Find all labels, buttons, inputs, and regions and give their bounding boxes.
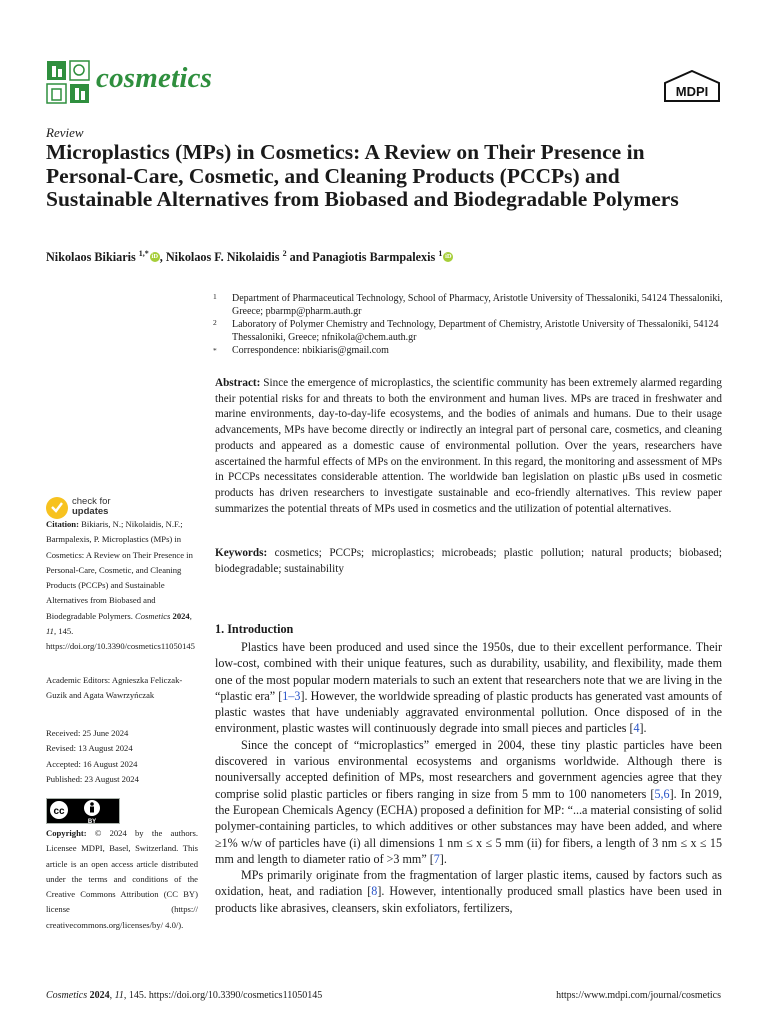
check-updates-icon xyxy=(46,497,68,519)
citation-block: Citation: Bikiaris, N.; Nikolaidis, N.F.; Barmpalexis, P. Microplastics (MPs) in Cosmetics: A Review on Their Presence in Personal-Care, Cosmetic, and Cleaning Products (PCCPs) and Sustainable Alternatives from Biobased and Biodegradable Polymers. Cosmetics 2024, 11, 145. https://doi.org/10.3390/cosmetics11050145 xyxy=(46,519,195,652)
body-text-span: Since the concept of “microplastics” emerged in 2004, these tiny plastic particles have been discovered in various environmental ecosystems and organisms worldwide. Although there is nouniversally accepted definition of MPs, most researchers and government agencies agree that they comprise solid plastic particles or fibers ranging in size from 5 mm to 100 nanometers [ xyxy=(215,737,722,801)
body-paragraph xyxy=(215,737,722,867)
body-text-span: ]. However, intentionally produced small plastics have been used in products like abrasives, cleansers, skin exfoliators, fertilizers, xyxy=(215,884,722,915)
footer-volume: 11 xyxy=(114,990,124,1001)
affiliation-mark: 1 xyxy=(213,292,217,301)
affiliation-1: Department of Pharmaceutical Technology, School of Pharmacy, Aristotle University of Thessaloniki, 54124 Thessaloniki, Greece; pbarmp@pharm.auth.gr xyxy=(232,293,723,317)
academic-editors-text: Academic Editors: Agnieszka Feliczak-Guzik and Agata Wawrzyńczak xyxy=(46,675,183,701)
citation-doi[interactable]: , 145. https://doi.org/10.3390/cosmetics11050145 xyxy=(46,626,195,652)
body-paragraph xyxy=(215,639,722,737)
footer-doi[interactable]: , 145. https://doi.org/10.3390/cosmetics11050145 xyxy=(123,990,323,1001)
citation-volume: 11 xyxy=(46,626,54,637)
mdpi-logo xyxy=(664,70,720,104)
author-name[interactable]: Nikolaos F. Nikolaidis xyxy=(165,250,283,265)
journal-name: cosmetics xyxy=(96,62,213,94)
author-affiliation-sup: 1,* xyxy=(138,249,149,258)
author-affiliation-sup: 2 xyxy=(282,249,287,258)
footer-journal-url[interactable]: https://www.mdpi.com/journal/cosmetics xyxy=(556,990,721,1001)
author-affiliation-sup: 1 xyxy=(438,249,443,258)
footer-citation: Cosmetics 2024, 11, 145. https://doi.org/10.3390/cosmetics11050145 xyxy=(46,990,323,1001)
body-text-span: ]. In 2019, the European Chemicals Agency (ECHA) proposed a definition for MP: “...a material consisting of solid polymer-containing particles, to which additives or other substances may have been added, and where ≥1% w/w of particles have (i) all dimensions 1 nm ≤ x ≤ 5 mm (ii) for fibers, a length of 3 nm ≤ x ≤ 15 mm and length to diameter ratio of >3 mm” [ xyxy=(215,786,722,866)
mdpi-logo-text: MDPI xyxy=(675,84,709,99)
body-text-span: ]. xyxy=(439,851,447,866)
author-name[interactable]: Panagiotis Barmpalexis xyxy=(312,250,439,265)
copyright-block xyxy=(46,826,198,933)
citation-link[interactable]: 5,6 xyxy=(654,786,670,801)
by-text: BY xyxy=(87,819,97,824)
body-text-span: MPs primarily originate from the fragmentation of larger plastic items, caused by factors such as oxidation, heat, and radiation [ xyxy=(215,868,722,899)
orcid-icon[interactable]: iD xyxy=(151,253,159,261)
introduction-body xyxy=(215,639,722,916)
abstract-label: Abstract: xyxy=(215,377,261,389)
citation-journal: Cosmetics xyxy=(135,610,171,621)
article-type: Review xyxy=(46,125,84,140)
citation-year: 2024 xyxy=(172,610,190,621)
date-revised: Revised: 13 August 2024 xyxy=(46,743,133,754)
publication-dates xyxy=(46,726,198,787)
keywords-text: cosmetics; PCCPs; microplastics; microbeads; plastic pollution; natural products; biobased; biodegradable; sustainability xyxy=(215,547,723,575)
section-heading-introduction: 1. Introduction xyxy=(215,622,294,636)
affiliation-2: Laboratory of Polymer Chemistry and Technology, Department of Chemistry, Aristotle University of Thessaloniki, 54124 Thessaloniki, Greece; nfnikola@chem.auth.gr xyxy=(232,319,719,343)
copyright-text: © 2024 by the authors. Licensee MDPI, Basel, Switzerland. This article is an open access article distributed under the terms and conditions of the Creative Commons Attribution (CC BY) license (https:// creativecommons.org/licenses/by/ 4.0/). xyxy=(46,828,198,930)
abstract xyxy=(215,376,722,517)
date-published: Published: 23 August 2024 xyxy=(46,773,139,784)
body-text-span: Plastics have been produced and used since the 1950s, due to their excellent performance. Their low-cost, combined with their unique features, such as durability, usability, and flexibility, made them one of the most popular modern materials to such an extent that researchers note that we are living in the “plastic era” [ xyxy=(215,640,722,703)
body-text-span: ]. However, the worldwide spreading of plastic products has generated vast amounts of plastic wastes that have undeniably aggravated environmental pollution. Once disposed of in the environment, plastic wastes will continuously degrade into small pieces and particles [ xyxy=(215,688,722,736)
academic-editors xyxy=(46,673,198,704)
citation-link[interactable]: 1–3 xyxy=(282,688,301,703)
orcid-icon[interactable]: iD xyxy=(445,253,452,261)
citation-text: Bikiaris, N.; Nikolaidis, N.F.; Barmpalexis, P. Microplastics (MPs) in Cosmetics: A Review on Their Presence in Personal-Care, Cosmetic, and Cleaning Products (PCCPs) and Sustainable Alternatives from Biobased and Biodegradable Polymers. xyxy=(46,519,193,621)
author-list xyxy=(46,249,453,265)
citation-link[interactable]: 8 xyxy=(371,884,378,899)
cc-by-license-badge[interactable] xyxy=(46,798,120,824)
check-updates-line2: updates xyxy=(72,506,109,517)
footer-journal: Cosmetics xyxy=(46,990,88,1001)
date-accepted: Accepted: 16 August 2024 xyxy=(46,758,138,769)
citation-link[interactable]: 4 xyxy=(633,721,640,736)
affiliation-mark: * xyxy=(213,346,217,355)
citation-link[interactable]: 7 xyxy=(433,851,440,866)
affiliation-mark: 2 xyxy=(213,318,217,327)
cc-icon-text: cc xyxy=(53,806,65,817)
keywords-label: Keywords: xyxy=(215,547,268,559)
keywords xyxy=(215,546,722,577)
article-title: Microplastics (MPs) in Cosmetics: A Review on Their Presence in Personal-Care, Cosmetic, and Cleaning Products (PCCPs) and Sustainable Alternatives from Biobased and Biodegradable Polymers xyxy=(46,140,679,211)
abstract-text: Since the emergence of microplastics, the scientific community has been extremely alarmed regarding their potential risks for and threats to both the environment and human lives. MPs are traced in freshwater and marine environments, day-to-day-life ecosystems, and the bodies of animals and humans. Due to their usage advancements, MPs have become directly or indirectly an integral part of personal care, cosmetics, and cleaning products and appeared as a domestic cause of environmental pollution. Over the years, researchers have ascertained the harmful effects of MPs on the environment. In this regard, the monitoring and assessment of MPs in PCCPs necessitates considerable attention. The worldwide ban legislation on plastic μBs used in cosmetic products has driven researchers to investigate sustainable and eco-friendly alternatives. This review paper summarizes the potential threats of MPs used in cosmetics and the utilization of potential alternatives. xyxy=(215,377,722,515)
author-separator: and xyxy=(286,250,313,265)
check-updates-line1: check for xyxy=(72,496,111,507)
author-separator: , xyxy=(159,250,166,265)
citation-label: Citation: xyxy=(46,519,79,529)
cosmetics-logo-icon xyxy=(46,60,90,104)
correspondence: Correspondence: nbikiaris@gmail.com xyxy=(232,345,389,356)
author-name[interactable]: Nikolaos Bikiaris xyxy=(46,250,139,265)
body-text-span: ]. xyxy=(639,721,647,736)
body-paragraph xyxy=(215,867,722,916)
footer-year: 2024 xyxy=(89,990,110,1001)
date-received: Received: 25 June 2024 xyxy=(46,728,129,738)
copyright-label: Copyright: xyxy=(46,828,87,838)
